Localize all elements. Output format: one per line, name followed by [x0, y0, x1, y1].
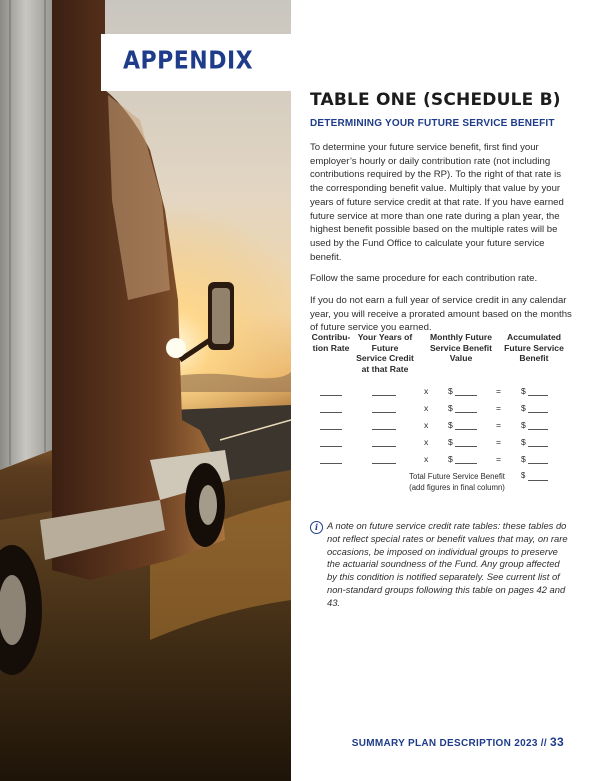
value-blank[interactable] [455, 420, 477, 430]
section-subtitle: DETERMINING YOUR FUTURE SERVICE BENEFIT [310, 118, 555, 129]
times-sign: x [424, 437, 429, 447]
rate-blank[interactable] [320, 386, 342, 396]
benefit-blank[interactable] [528, 403, 548, 413]
years-blank[interactable] [372, 420, 396, 430]
truck-illustration [0, 0, 291, 781]
total-dollar-sign: $ [521, 471, 526, 480]
years-blank[interactable] [372, 386, 396, 396]
benefit-worksheet-table [310, 332, 572, 495]
rate-blank[interactable] [320, 454, 342, 464]
value-blank[interactable] [455, 437, 477, 447]
table-row [310, 418, 572, 435]
info-icon: i [310, 521, 323, 534]
total-row [310, 469, 572, 495]
years-blank[interactable] [372, 454, 396, 464]
total-label [402, 472, 512, 493]
header-accumulated-benefit: Accumulated Future Service Benefit [504, 332, 564, 363]
table-row [310, 401, 572, 418]
body-paragraph: Follow the same procedure for each contribution rate. [310, 273, 538, 285]
times-sign: x [424, 386, 429, 396]
times-sign: x [424, 420, 429, 430]
footer-separator: // [540, 738, 547, 749]
table-row [310, 435, 572, 452]
years-blank[interactable] [372, 437, 396, 447]
times-sign: x [424, 403, 429, 413]
dollar-sign: $ [448, 420, 453, 430]
table-row [310, 384, 572, 401]
worksheet-rows [310, 384, 572, 469]
dollar-sign: $ [521, 420, 526, 430]
table-header [310, 332, 572, 384]
benefit-blank[interactable] [528, 454, 548, 464]
table-row [310, 452, 572, 469]
dollar-sign: $ [521, 403, 526, 413]
appendix-banner [101, 34, 291, 91]
equals-sign: = [496, 420, 502, 430]
value-blank[interactable] [455, 386, 477, 396]
total-label-note: (add figures in final column) [409, 482, 505, 492]
dollar-sign: $ [521, 454, 526, 464]
appendix-title: APPENDIX [123, 47, 254, 75]
header-years-credit: Your Years of Future Service Credit at that Rate [356, 332, 414, 374]
times-sign: x [424, 454, 429, 464]
benefit-blank[interactable] [528, 386, 548, 396]
value-blank[interactable] [455, 454, 477, 464]
header-benefit-value: Monthly Future Service Benefit Value [429, 332, 493, 363]
years-blank[interactable] [372, 403, 396, 413]
total-blank[interactable] [528, 471, 548, 481]
total-label-line: Total Future Service Benefit [409, 472, 505, 481]
dollar-sign: $ [521, 437, 526, 447]
page-number: 33 [550, 735, 564, 749]
equals-sign: = [496, 386, 502, 396]
truck-photo [0, 0, 291, 781]
body-paragraph: If you do not earn a full year of service credit in any calendar year, you will receive a prorated amount based on the months of future service you earned. [310, 295, 572, 334]
value-blank[interactable] [455, 403, 477, 413]
header-contribution-rate: Contribu-tion Rate [311, 332, 351, 353]
equals-sign: = [496, 437, 502, 447]
dollar-sign: $ [448, 403, 453, 413]
main-content [310, 90, 572, 343]
note-text: A note on future service credit rate tables: these tables do not reflect special rates or benefit values that may, on rare occasions, be imposed on individual groups to preserve the actuarial soundness of the Fund. Any group affected by this condition is notified separately. See current list of non-standard groups following this table on pages 42 and 43. [327, 520, 568, 608]
body-paragraph: To determine your future service benefit, first find your employer’s hourly or daily contribution rate (not including contributions required by the RP). To the right of that rate is the corresponding benefit value. Multiply that value by your years of future service credit at that rate. If you have earned future service at more than one rate during a plan year, the highest benefit possible based on the multiple rates will be used by the Fund Office to calculate your future service benefit. [310, 142, 564, 263]
rate-blank[interactable] [320, 403, 342, 413]
page-footer [352, 735, 564, 749]
benefit-blank[interactable] [528, 420, 548, 430]
dollar-sign: $ [448, 437, 453, 447]
rate-blank[interactable] [320, 420, 342, 430]
section-title: TABLE ONE (SCHEDULE B) [310, 90, 561, 110]
equals-sign: = [496, 403, 502, 413]
dollar-sign: $ [448, 454, 453, 464]
benefit-blank[interactable] [528, 437, 548, 447]
equals-sign: = [496, 454, 502, 464]
dollar-sign: $ [521, 386, 526, 396]
rate-blank[interactable] [320, 437, 342, 447]
footer-label: SUMMARY PLAN DESCRIPTION 2023 [351, 738, 538, 749]
rate-table-note [310, 520, 572, 610]
dollar-sign: $ [448, 386, 453, 396]
